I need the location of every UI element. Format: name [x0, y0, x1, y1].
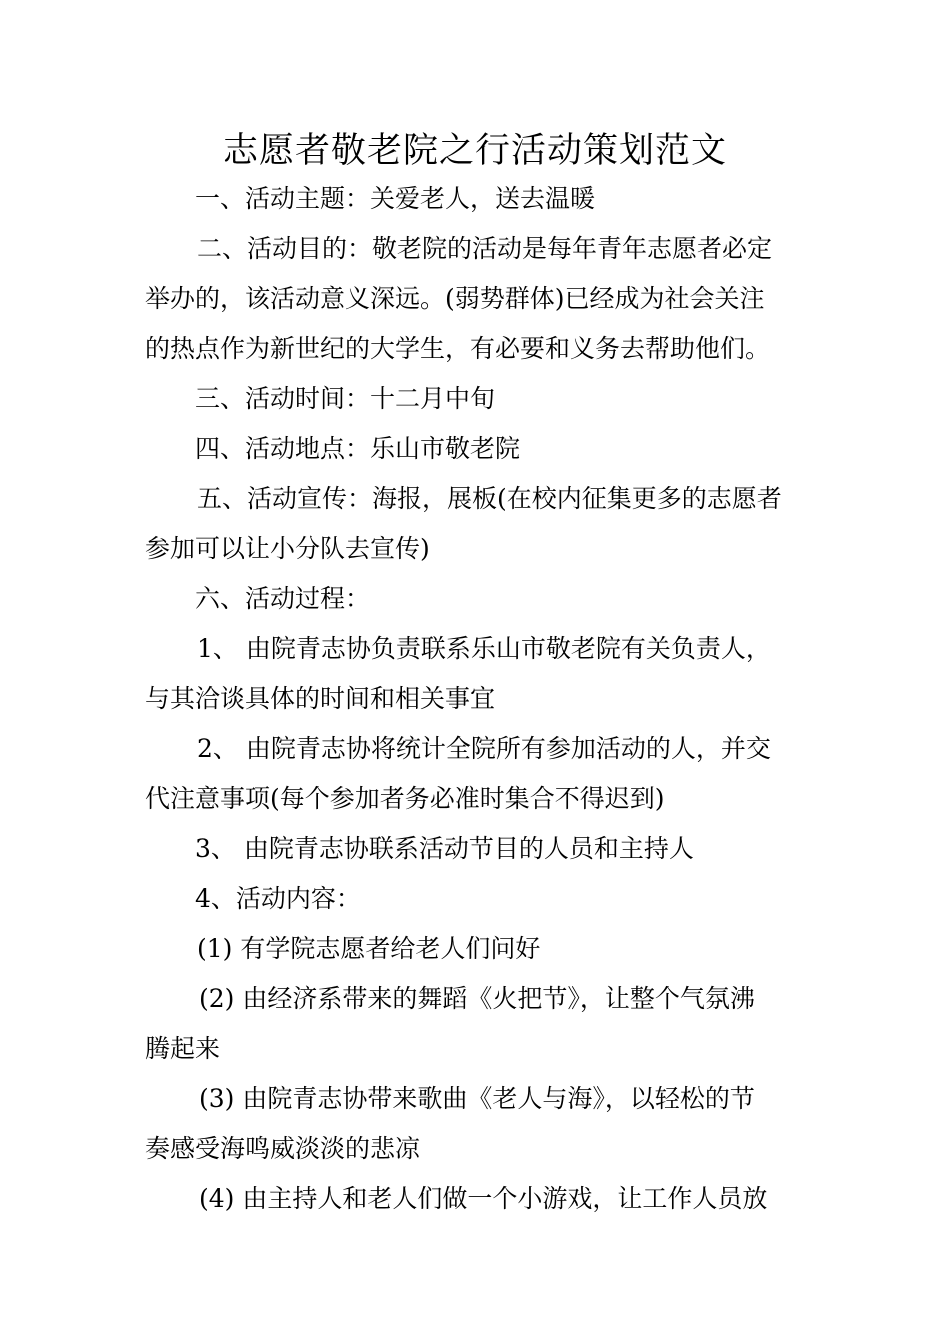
- paragraph-line: 代注意事项(每个参加者务必准时集合不得迟到): [145, 784, 665, 813]
- section-purpose: 二、活动目的：敬老院的活动是每年青年志愿者必定: [197, 234, 773, 263]
- paragraph-line: 举办的，该活动意义深远。(弱势群体)已经成为社会关注: [145, 284, 765, 313]
- content-item-2: (2) 由经济系带来的舞蹈《火把节》，让整个气氛沸: [199, 984, 755, 1013]
- content-item-4: (4) 由主持人和老人们做一个小游戏，让工作人员放: [199, 1184, 768, 1213]
- section-process: 六、活动过程：: [195, 584, 371, 613]
- section-time: 三、活动时间：十二月中旬: [195, 384, 496, 413]
- paragraph-line: 的热点作为新世纪的大学生，有必要和义务去帮助他们。: [145, 334, 771, 363]
- content-item-1: (1) 有学院志愿者给老人们问好: [197, 934, 541, 963]
- section-publicity: 五、活动宣传：海报，展板(在校内征集更多的志愿者: [197, 484, 782, 513]
- paragraph-line: 参加可以让小分队去宣传): [145, 534, 430, 563]
- document-title: 志愿者敬老院之行活动策划范文: [222, 131, 727, 171]
- process-item-3: 3、 由院青志协联系活动节目的人员和主持人: [195, 834, 694, 863]
- section-theme: 一、活动主题：关爱老人，送去温暖: [195, 184, 596, 213]
- paragraph-line: 与其洽谈具体的时间和相关事宜: [145, 684, 496, 713]
- process-item-2: 2、 由院青志协将统计全院所有参加活动的人，并交: [197, 734, 771, 763]
- process-item-1: 1、 由院青志协负责联系乐山市敬老院有关负责人，: [197, 634, 771, 663]
- content-item-3: (3) 由院青志协带来歌曲《老人与海》，以轻松的节: [199, 1084, 755, 1113]
- process-item-4: 4、活动内容：: [195, 884, 361, 913]
- section-location: 四、活动地点：乐山市敬老院: [195, 434, 521, 463]
- paragraph-line: 腾起来: [145, 1034, 221, 1063]
- paragraph-line: 奏感受海鸣威淡淡的悲凉: [145, 1134, 421, 1163]
